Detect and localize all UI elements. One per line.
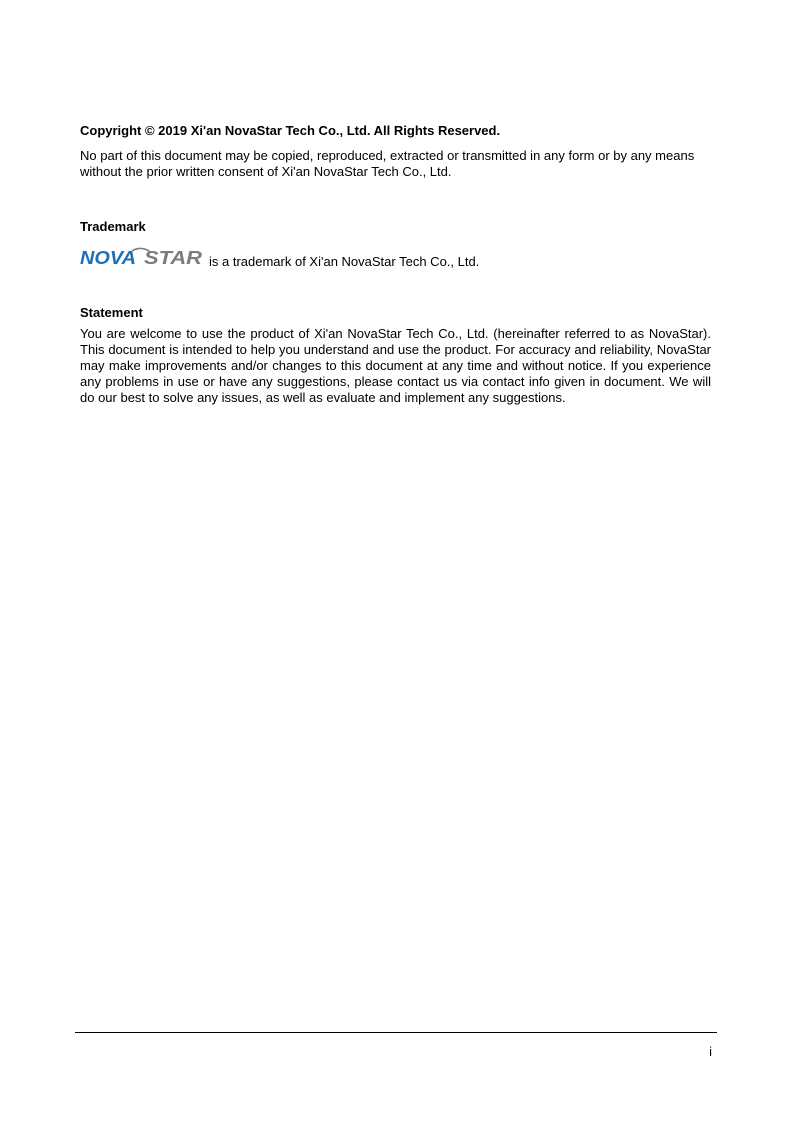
statement-heading: Statement [80,305,143,320]
statement-body: You are welcome to use the product of Xi'an NovaStar Tech Co., Ltd. (hereinafter referred to as NovaStar). This document is intended to help you understand and use the product. For accuracy and reliability, NovaStar may make improvements and/or changes to this document at any time and without notice. If you experience any problems in use or have any suggestions, please contact us via contact info given in document. We will do our best to solve any issues, as well as evaluate and implement any suggestions. [80,326,711,405]
trademark-line [80,240,712,270]
copyright-title: Copyright © 2019 Xi'an NovaStar Tech Co., Ltd. All Rights Reserved. [80,123,501,138]
copyright-body: No part of this document may be copied, reproduced, extracted or transmitted in any form or by any means without the prior written consent of Xi'an NovaStar Tech Co., Ltd. [80,148,695,179]
svg-text:STAR: STAR [144,248,202,268]
svg-text:NOVA: NOVA [80,248,136,268]
document-content [80,122,712,406]
trademark-heading: Trademark [80,219,146,234]
novastar-logo [80,246,204,270]
page-number: i [709,1044,712,1059]
trademark-text: is a trademark of Xi'an NovaStar Tech Co., Ltd. [209,254,480,269]
footer-divider [75,1032,717,1033]
